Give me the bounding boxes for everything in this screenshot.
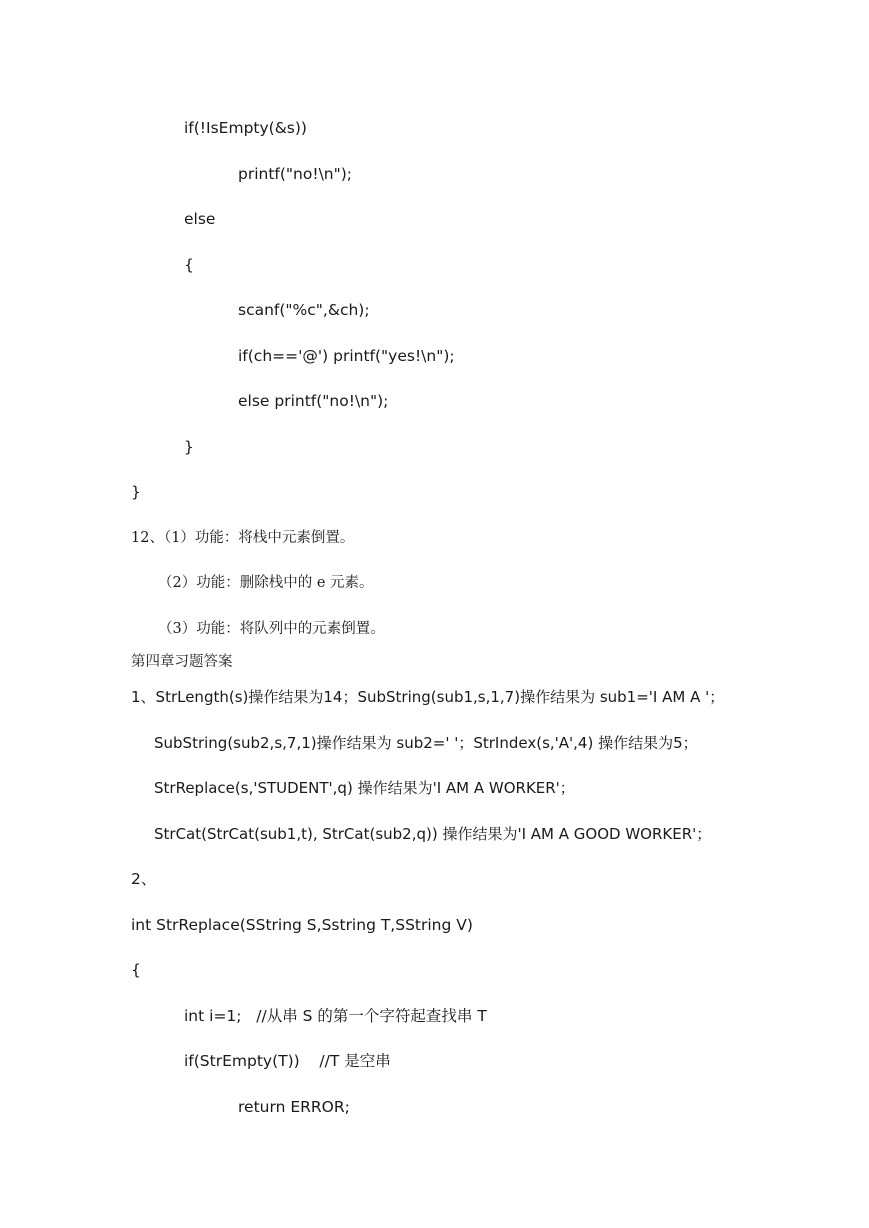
code-line-if-ch: if(ch=='@') printf("yes!\n"); — [238, 347, 455, 365]
answer-12-item-2: （2）功能：删除栈中的 e 元素。 — [158, 575, 374, 591]
code-line-else-printf: else printf("no!\n"); — [238, 392, 389, 410]
code-line-if-isempty: if(!IsEmpty(&s)) — [184, 119, 307, 137]
code-line-scanf: scanf("%c",&ch); — [238, 301, 370, 319]
answer-1-line-3: StrReplace(s,'STUDENT',q) 操作结果为'I AM A WORKER'； — [154, 779, 575, 797]
answer-1-line-2: SubString(sub2,s,7,1)操作结果为 sub2=' '；StrIndex(s,'A',4) 操作结果为5； — [154, 734, 698, 752]
code-line-close-brace-inner: } — [184, 438, 194, 456]
answer-12-item-1: 12、（1）功能：将栈中元素倒置。 — [131, 530, 355, 546]
code-line-return-error: return ERROR; — [238, 1098, 350, 1116]
answer-2-label: 2、 — [131, 870, 157, 888]
code-line-printf-no: printf("no!\n"); — [238, 165, 353, 183]
code-line-function-signature: int StrReplace(SString S,Sstring T,SString V) — [131, 916, 473, 934]
answer-1-line-1: 1、StrLength(s)操作结果为14；SubString(sub1,s,1,7)操作结果为 sub1='I AM A '； — [131, 688, 725, 706]
code-line-int-i: int i=1; //从串 S 的第一个字符起查找串 T — [184, 1007, 487, 1025]
chapter-heading: 第四章习题答案 — [131, 654, 233, 670]
answer-12-item-3: （3）功能：将队列中的元素倒置。 — [158, 621, 385, 637]
code-line-close-brace-outer: } — [131, 483, 141, 501]
code-line-else: else — [184, 210, 216, 228]
code-line-if-strempty: if(StrEmpty(T)) //T 是空串 — [184, 1052, 391, 1070]
code-line-function-open-brace: { — [131, 961, 141, 979]
answer-1-line-4: StrCat(StrCat(sub1,t), StrCat(sub2,q)) 操作结果为'I AM A GOOD WORKER'； — [154, 825, 712, 843]
code-line-open-brace: { — [184, 256, 194, 274]
